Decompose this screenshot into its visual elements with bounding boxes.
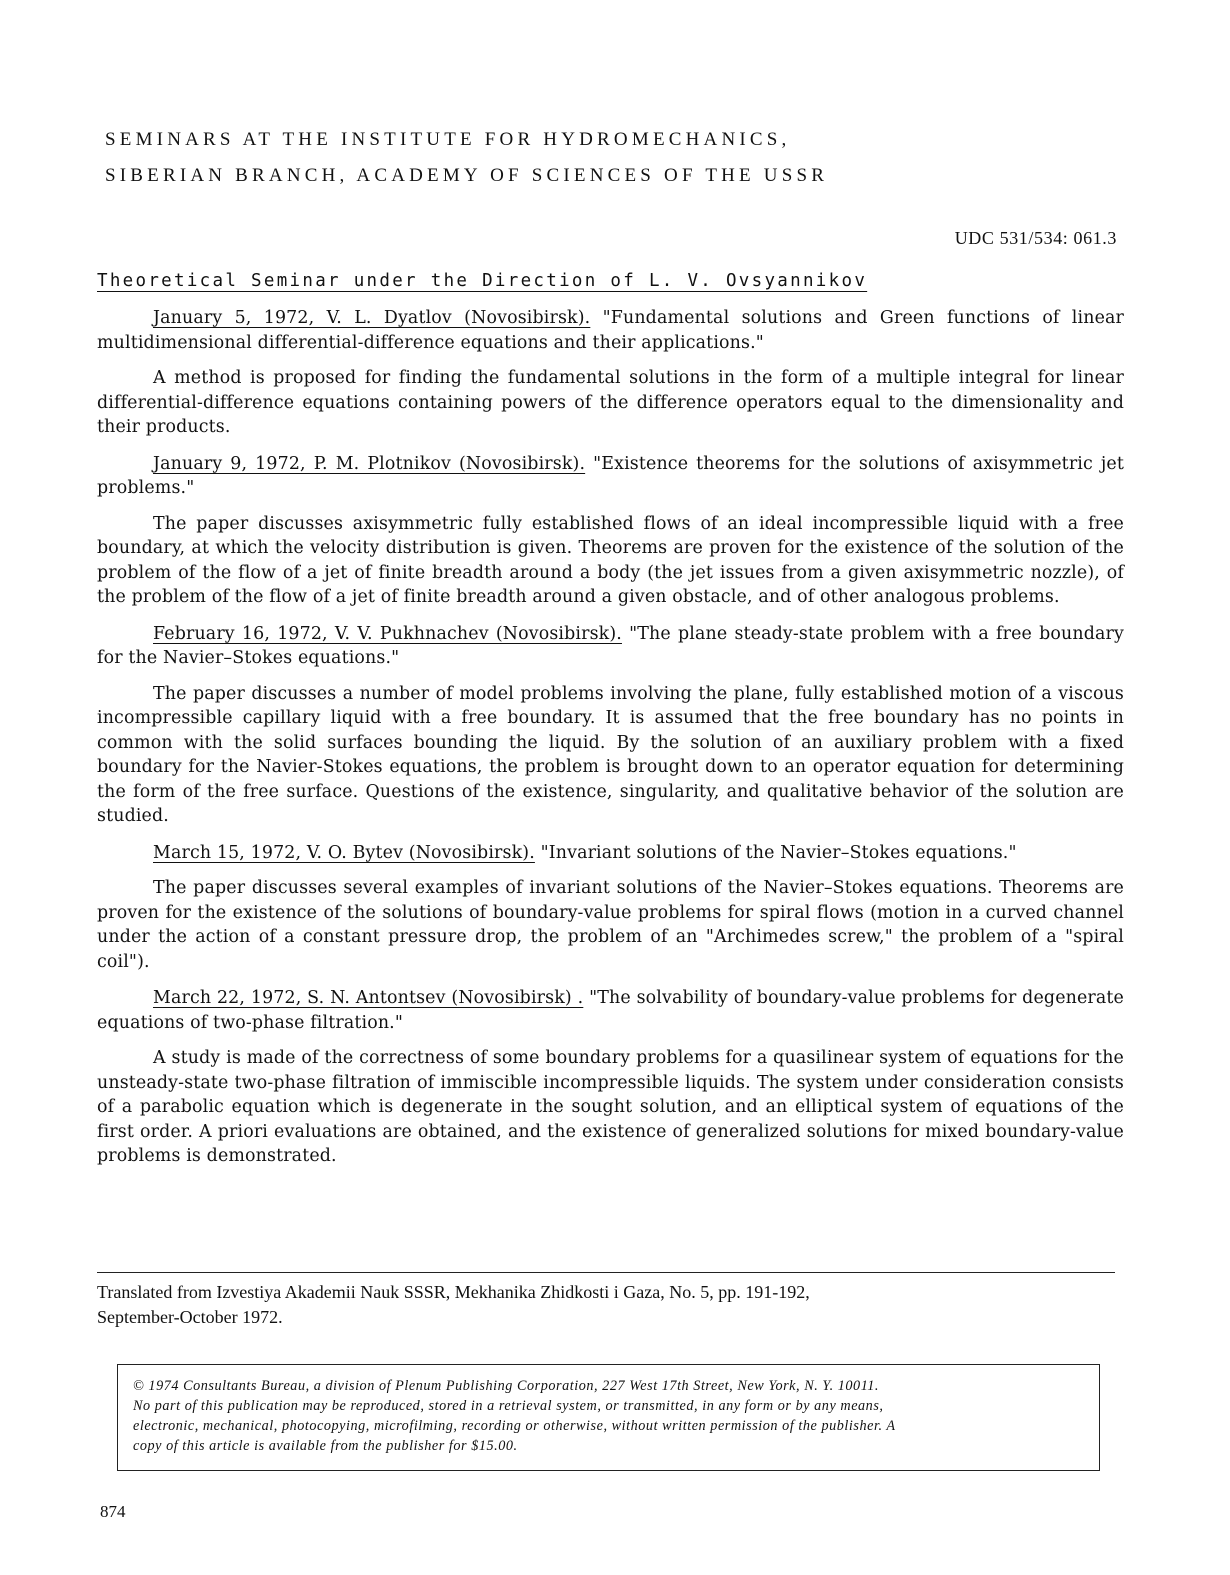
seminar-heading: Theoretical Seminar under the Direction of L. V. Ovsyannikov <box>97 271 868 291</box>
page-number: 874 <box>100 1502 126 1521</box>
copyright-line-2: No part of this publication may be reproduced, stored in a retrieval system, or transmitted, in any form or by any means, <box>133 1398 884 1414</box>
entry-4 <box>97 841 1124 866</box>
entry-1-head: January 5, 1972, V. L. Dyatlov (Novosibirsk). <box>153 308 591 328</box>
copyright-line-4: copy of this article is available from the publisher for $15.00. <box>133 1438 518 1454</box>
entry-3 <box>97 622 1124 671</box>
entry-1-title: "Fundamental solutions and Green functions of linear multidimensional differential-difference equations and their applications." <box>97 308 1125 353</box>
footnote-line-2: September-October 1972. <box>97 1307 283 1327</box>
entry-5-abstract: A study is made of the correctness of some boundary problems for a quasilinear system of equations for the unsteady-state two-phase filtration of immiscible incompressible liquids. The system under consideration consists of a parabolic equation which is degenerate in the sought solution, and an elliptical system of equations of the first order. A priori evaluations are obtained, and the existence of generalized solutions for mixed boundary-value problems is demonstrated. <box>97 1048 1124 1166</box>
entry-4-head: March 15, 1972, V. O. Bytev (Novosibirsk). <box>153 842 535 863</box>
entry-2-head: January 9, 1972, P. M. Plotnikov (Novosibirsk). <box>153 453 586 474</box>
page-title <box>105 122 1105 194</box>
entry-3-head: February 16, 1972, V. V. Pukhnachev (Novosibirsk). <box>153 623 622 644</box>
copyright-line-3: electronic, mechanical, photocopying, microfilming, recording or otherwise, without written permission of the publisher. A <box>133 1418 896 1434</box>
copyright-notice <box>117 1364 1100 1471</box>
udc-code: UDC 531/534: 061.3 <box>954 228 1117 248</box>
footnote-divider <box>97 1272 1115 1273</box>
entry-4-title: "Invariant solutions of the Navier–Stokes equations." <box>534 842 1017 863</box>
entry-5-title: "The solvability of boundary-value problems for degenerate equations of two-phase filtration." <box>97 988 1124 1033</box>
entry-3-title: "The plane steady-state problem with a free boundary for the Navier–Stokes equations." <box>97 623 1124 668</box>
page-title-line-1: SEMINARS AT THE INSTITUTE FOR HYDROMECHANICS, <box>105 129 791 150</box>
entry-5-head: March 22, 1972, S. N. Antontsev (Novosibirsk) . <box>153 988 584 1008</box>
translation-footnote <box>97 1280 1097 1330</box>
copyright-line-1: © 1974 Consultants Bureau, a division of Plenum Publishing Corporation, 227 West 17th Street, New York, N. Y. 10011. <box>133 1378 880 1394</box>
seminar-entries <box>97 306 1124 1181</box>
entry-1 <box>97 306 1124 355</box>
footnote-line-1: Translated from Izvestiya Akademii Nauk SSSR, Mekhanika Zhidkosti i Gaza, No. 5, pp. 191-192, <box>97 1282 810 1302</box>
entry-2 <box>97 452 1124 501</box>
entry-2-abstract: The paper discusses axisymmetric fully established flows of an ideal incompressible liquid with a free boundary, at which the velocity distribution is given. Theorems are proven for the existence of the solution of the problem of the flow of a jet of finite breadth around a body (the jet issues from a given axisymmetric nozzle), of the problem of the flow of a jet of finite breadth around a given obstacle, and of other analogous problems. <box>97 513 1124 607</box>
entry-5 <box>97 986 1124 1035</box>
entry-1-abstract: A method is proposed for finding the fundamental solutions in the form of a multiple integral for linear differential-difference equations containing powers of the difference operators equal to the dimensionality and their products. <box>97 368 1124 437</box>
entry-2-title: "Existence theorems for the solutions of axisymmetric jet problems." <box>97 453 1125 498</box>
entry-3-abstract: The paper discusses a number of model problems involving the plane, fully established motion of a viscous incompressible capillary liquid with a free boundary. It is assumed that the free boundary has no points in common with the solid surfaces bounding the liquid. By the solution of an auxiliary problem with a fixed boundary for the Navier-Stokes equations, the problem is brought down to an operator equation for determining the form of the free surface. Questions of the existence, singularity, and qualitative behavior of the solution are studied. <box>97 683 1124 826</box>
entry-4-abstract: The paper discusses several examples of invariant solutions of the Navier–Stokes equations. Theorems are proven for the existence of the solutions of boundary-value problems for spiral flows (motion in a curved channel under the action of a constant pressure drop, the problem of an "Archimedes screw," the problem of a "spiral coil"). <box>97 878 1124 972</box>
page-title-line-2: SIBERIAN BRANCH, ACADEMY OF SCIENCES OF THE USSR <box>105 165 829 186</box>
